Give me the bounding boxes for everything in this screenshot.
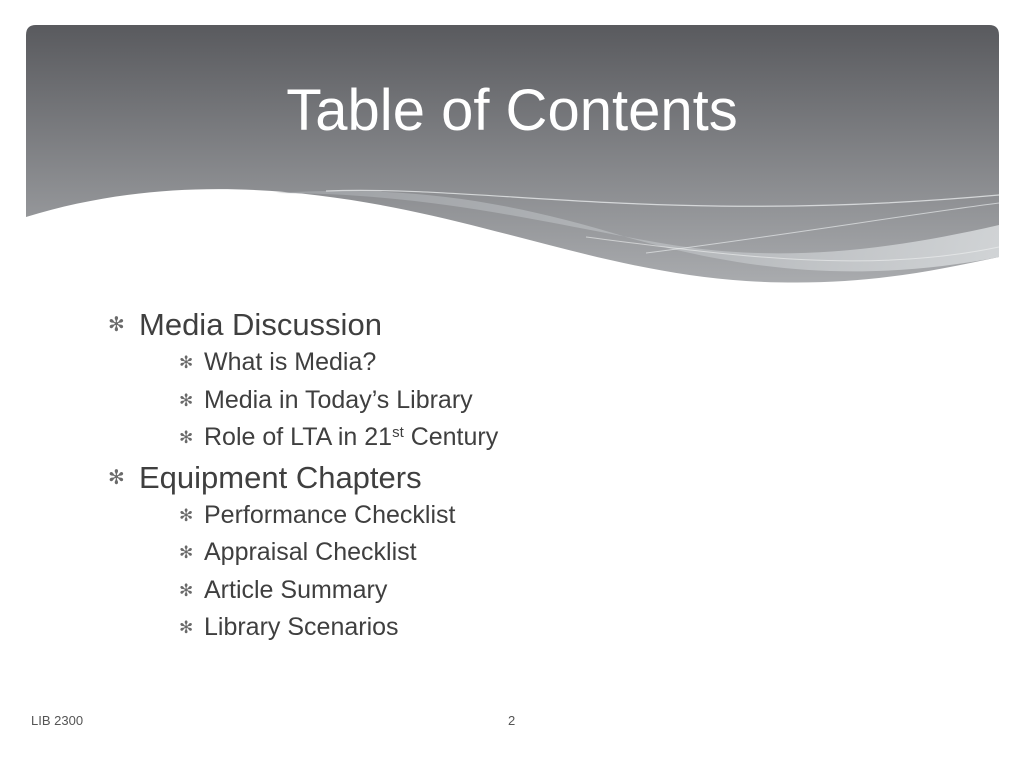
header-banner (26, 25, 999, 287)
list-item-text: Media in Today’s Library (204, 385, 473, 414)
asterisk-bullet-icon: ✻ (179, 580, 194, 600)
asterisk-bullet-icon: ✻ (179, 618, 194, 637)
list-item-text: Appraisal Checklist (204, 538, 417, 566)
asterisk-bullet-icon: ✻ (108, 466, 125, 489)
asterisk-bullet-icon: ✻ (179, 543, 194, 562)
list-item (108, 382, 908, 420)
list-item (108, 534, 908, 572)
section-label: Media Discussion (139, 307, 382, 342)
footer-course-code: LIB 2300 (31, 713, 84, 728)
list-item (108, 344, 908, 382)
asterisk-bullet-icon: ✻ (179, 428, 194, 447)
asterisk-bullet-icon: ✻ (179, 505, 194, 525)
list-item-text-before: Role of LTA in 21 (204, 423, 393, 451)
section-equipment-chapters (108, 459, 908, 497)
media-discussion-items (108, 344, 908, 457)
list-item-text: What is Media? (204, 348, 377, 376)
footer-page-number: 2 (508, 713, 516, 728)
slide-title: Table of Contents (286, 78, 738, 143)
asterisk-bullet-icon: ✻ (179, 353, 194, 372)
list-item (108, 497, 908, 535)
asterisk-bullet-icon: ✻ (108, 314, 125, 336)
list-item-text: Performance Checklist (204, 500, 456, 529)
header-wave-graphic (26, 25, 999, 287)
list-item (108, 572, 908, 610)
list-item-text-after: Century (403, 423, 499, 451)
table-of-contents (108, 304, 908, 647)
list-item-text: Article Summary (204, 575, 388, 604)
list-item-text: Library Scenarios (204, 613, 399, 641)
list-item (108, 609, 908, 647)
section-label: Equipment Chapters (139, 459, 422, 495)
list-item-superscript: st (392, 423, 404, 441)
equipment-chapters-items (108, 497, 908, 647)
asterisk-bullet-icon: ✻ (179, 390, 194, 410)
section-media-discussion (108, 306, 908, 344)
list-item (108, 419, 908, 457)
